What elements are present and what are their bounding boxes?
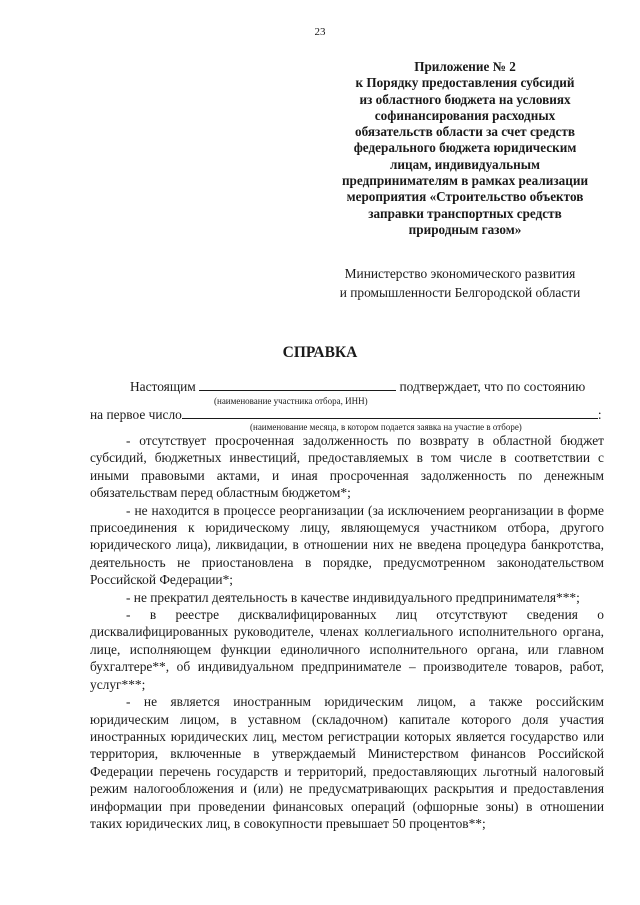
appendix-line: софинансирования расходных bbox=[374, 107, 556, 123]
certificate-body bbox=[90, 432, 604, 832]
page-number: 23 bbox=[314, 26, 326, 38]
form-line-date bbox=[90, 406, 602, 423]
appendix-line: природным газом» bbox=[408, 221, 522, 237]
appendix-line: к Порядку предоставления субсидий bbox=[355, 75, 575, 91]
appendix-header bbox=[338, 59, 592, 238]
form-line-participant bbox=[130, 378, 585, 395]
certificate-item: - не находится в процессе реорганизации (за исключением реорганизации в форме присоединения к юридическому лицу, являющемуся участником отбора, другого юридического лица), ликвидации, в отношении них не введена процедура банкротства, деятельность не приостановлена в порядке, предусмотренном законодательством Российской Федерации*; bbox=[90, 502, 604, 588]
appendix-line: мероприятия «Строительство объектов bbox=[346, 189, 584, 205]
document-title: СПРАВКА bbox=[282, 344, 358, 361]
appendix-line: заправки транспортных средств bbox=[368, 205, 562, 221]
form-line-prefix: на первое число bbox=[90, 407, 182, 422]
certificate-item: - не является иностранным юридическим лицом, а также российским юридическим лицом, в уставном (складочном) капитале которого доля участия иностранных юридических лиц, местом регистрации которых является государство или территория, включенные в утверждаемый Министерством финансов Российской Федерации перечень государств и территорий, предоставляющих льготный налоговый режим налогообложения и (или) не предусматривающих раскрытия и предоставления информации при проведении финансовых операций (офшорные зоны) в отношении таких юридических лиц, в совокупности превышает 50 процентов**; bbox=[90, 694, 604, 831]
month-hint: (наименование месяца, в котором подается заявка на участие в отборе) bbox=[250, 422, 522, 432]
appendix-line: лицам, индивидуальным bbox=[389, 156, 540, 172]
recipient-line: и промышленности Белгородской области bbox=[339, 285, 581, 300]
participant-name-blank[interactable] bbox=[199, 378, 396, 391]
month-blank[interactable] bbox=[182, 406, 598, 419]
form-line-prefix: Настоящим bbox=[130, 379, 196, 394]
certificate-item: - отсутствует просроченная задолженность по возврату в областной бюджет субсидий, бюджетных инвестиций, предоставляемых в том числе в соответствии с иными правовыми актами, и иная просроченная задолженность по денежным обязательствам перед областным бюджетом*; bbox=[90, 433, 604, 501]
appendix-line: обязательств области за счет средств bbox=[355, 124, 575, 140]
recipient-block bbox=[318, 264, 602, 302]
certificate-item: - в реестре дисквалифицированных лиц отсутствуют сведения о дисквалифицированных руководителе, членах коллегиального исполнительного органа, лице, исполняющем функции единоличного исполнительного органа, или главном бухгалтере**, об индивидуальном предпринимателе – производителе товаров, работ, услуг***; bbox=[90, 607, 604, 692]
form-line-suffix: подтверждает, что по состоянию bbox=[399, 379, 586, 394]
form-line-suffix: : bbox=[597, 407, 602, 422]
appendix-line: предпринимателям в рамках реализации bbox=[341, 173, 589, 189]
certificate-item: - не прекратил деятельность в качестве индивидуального предпринимателя***; bbox=[126, 589, 580, 605]
appendix-line: федерального бюджета юридическим bbox=[353, 140, 577, 156]
appendix-line: из областного бюджета на условиях bbox=[359, 91, 571, 107]
participant-hint: (наименование участника отбора, ИНН) bbox=[214, 396, 368, 406]
recipient-line: Министерство экономического развития bbox=[344, 266, 576, 281]
appendix-line: Приложение № 2 bbox=[414, 59, 516, 74]
